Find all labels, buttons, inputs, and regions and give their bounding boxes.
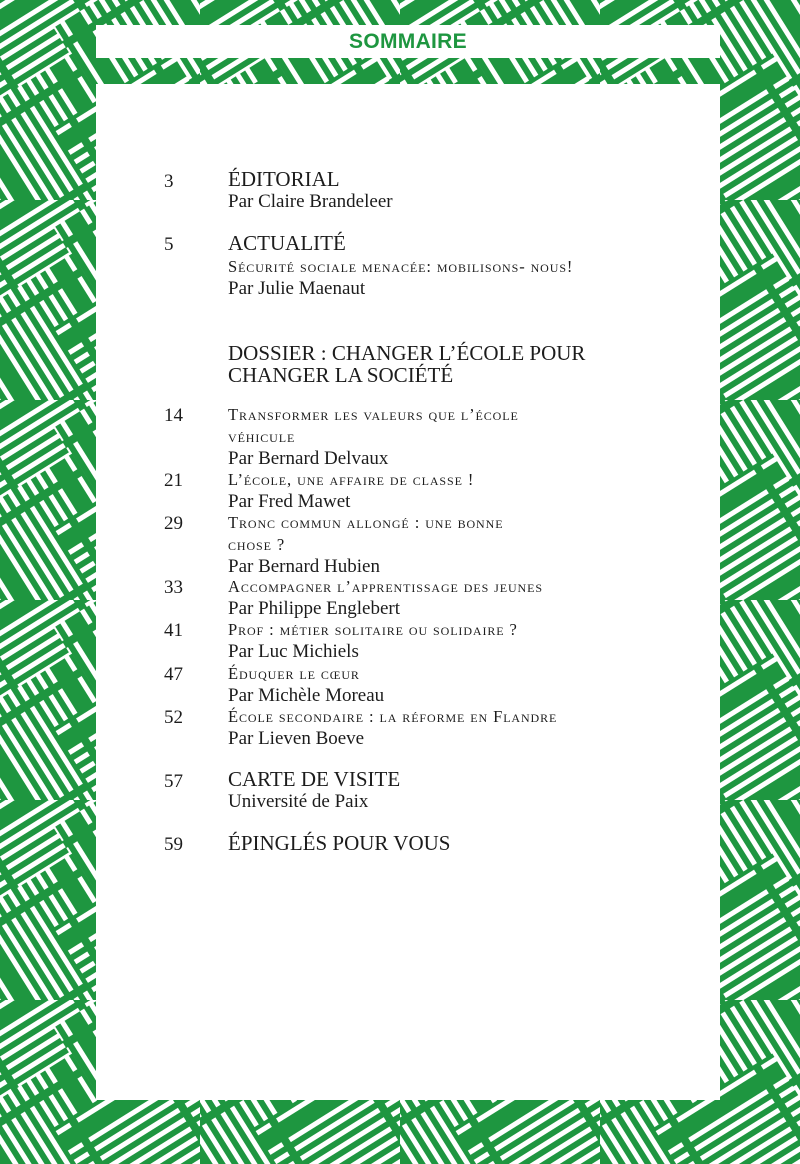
article-title-line-1: École secondaire : la réforme en Flandre [228,707,558,726]
entry-page-number: 59 [164,834,183,855]
article-title-line-1: Prof : métier solitaire ou solidaire ? [228,620,518,639]
entry-title: CARTE DE VISITE [228,767,401,791]
article-author: Par Michèle Moreau [228,685,385,706]
entry-author: Par Julie Maenaut [228,278,366,299]
article-author: Par Bernard Delvaux [228,448,389,469]
article-page-number: 47 [164,664,183,685]
article-page-number: 33 [164,577,183,598]
article-title-line-2: chose ? [228,535,286,554]
article-title-line-1: Transformer les valeurs que l’école [228,405,519,424]
entry-author: Par Claire Brandeleer [228,191,393,212]
table-of-contents [96,84,720,1100]
article-title-line-1: Accompagner l’apprentissage des jeunes [228,577,543,596]
entry-author: Université de Paix [228,791,369,812]
entry-title: ACTUALITÉ [228,231,346,255]
header-banner [96,25,720,58]
article-title-line-1: Tronc commun allongé : une bonne [228,513,504,532]
entry-page-number: 5 [164,234,174,255]
page-title: SOMMAIRE [349,29,467,53]
article-page-number: 14 [164,405,183,426]
article-author: Par Bernard Hubien [228,556,380,577]
article-author: Par Luc Michiels [228,641,359,662]
article-page-number: 52 [164,707,183,728]
entry-page-number: 3 [164,171,174,192]
entry-subtitle: Sécurité sociale menacée: mobilisons- nous! [228,257,574,276]
article-author: Par Lieven Boeve [228,728,365,749]
article-page-number: 21 [164,470,183,491]
dossier-title-line-2: CHANGER LA SOCIÉTÉ [228,363,454,387]
article-author: Par Fred Mawet [228,491,351,512]
contents-page [96,84,720,1100]
article-page-number: 29 [164,513,183,534]
article-page-number: 41 [164,620,183,641]
entry-page-number: 57 [164,771,183,792]
article-title-line-1: L’école, une affaire de classe ! [228,470,475,489]
entry-title: ÉDITORIAL [228,167,340,191]
entry-title: ÉPINGLÉS POUR VOUS [228,831,451,855]
article-title-line-2: véhicule [228,427,296,446]
dossier-title-line-1: DOSSIER : CHANGER L’ÉCOLE POUR [228,341,586,365]
article-title-line-1: Éduquer le cœur [228,664,360,683]
article-author: Par Philippe Englebert [228,598,401,619]
